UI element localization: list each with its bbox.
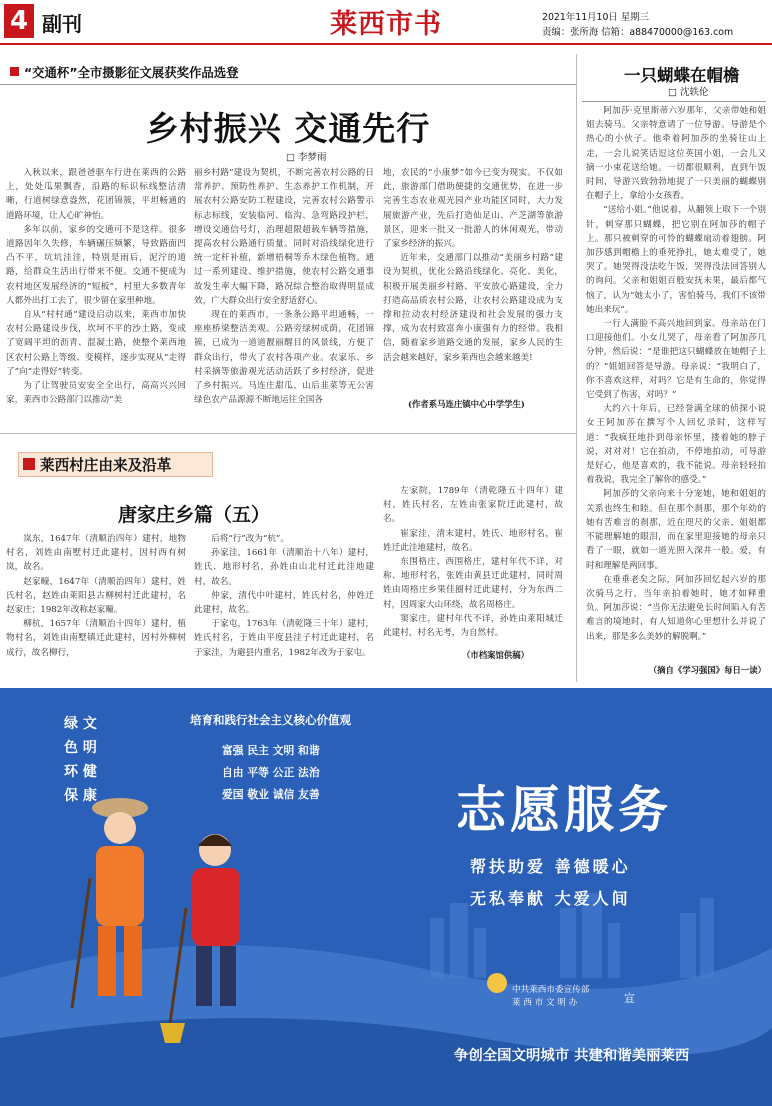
paragraph: 窦家庄，建村年代不详，孙姓由莱阳城迁此建村，村名无考，为自然村。 — [383, 613, 563, 639]
paragraph: 崔家洼，清末建村，姓氏、地形村名，崔姓迁此洼地建村，故名。 — [383, 528, 563, 553]
poster-word: 保 — [64, 788, 78, 804]
paragraph: 为了让驾驶员安安全全出行，高高兴兴回家，莱西市公路部门以推动“美 — [6, 381, 186, 406]
paragraph: 孙家洼，1661年（清顺治十八年）建村，姓氏、地形村名，孙姓由山北村迁此洼地建村，故名。 — [194, 548, 374, 587]
poster-org — [512, 984, 589, 1010]
divider — [582, 101, 766, 102]
history-column-1 — [6, 532, 186, 660]
header-divider — [0, 43, 772, 45]
bullet-square — [23, 458, 35, 470]
poster-word: 明 — [82, 740, 97, 756]
article-column-1 — [6, 166, 186, 407]
editor-mailbox: 责编：张所海 信箱：a88470000@163.com — [542, 27, 734, 38]
poster-headline: 志愿服务 — [456, 781, 672, 839]
paragraph: 阿加莎·克里斯蒂六岁那年，父亲带她和姐姐去骑马。父亲特意请了一位导游。导游是个热心的小伙子。他牵着阿加莎的坐骑往山上走，一会儿说笑话逗这位英国小姐，一会儿又摘一小束花送给她。一切都很顺利，直到午饭时间，导游兴致勃勃地捉了一只美丽的蝴蝶别在帽子上，拿给小女孩看。 — [586, 106, 766, 202]
party-emblem-icon — [487, 973, 507, 993]
history-source: （市档案馆供稿） — [462, 650, 529, 660]
poster-word: 健 — [82, 764, 97, 780]
paragraph: 自从“村村通”建设启动以来，莱西市加快农村公路建设步伐，坎坷不平的沙土路，变成了宽阔平坦的沥青、混凝土路，使整个莱西地区农村公路上等级、变模样，逐步实现从“走得了”向“走得好”转变。 — [6, 310, 186, 377]
paragraph: 近年来，交通部门以推动“美丽乡村路”建设为契机，优化公路沿线绿化、亮化、美化，积极开展美丽乡村路、平安放心路建设，全力打造高品质农村公路，让农村公路建设成为支撑和拉动农村经济建设和社会发展的强力支撑，成为农村致富奔小康强有力的经带。我相信，随着家乡道路交通的发展，家乡人民的生活会越来越好，家乡莱西也会越来越美! — [383, 253, 563, 363]
paragraph: 现在的莱西市，一条条公路平坦通畅，一座座桥梁整洁美观。公路旁绿树成荫，花团锦簇，已成为一道道靓丽醒目的风景线，方便了群众出行，带火了农村各项产业。农家乐、乡村采摘等旅游观光活动活跃了乡村经济，促进了乡村振兴。马连庄甜瓜、山后韭菜等无公害绿色农产品源源不断地运往全国各 — [194, 310, 374, 406]
page-number-badge: 4 — [4, 4, 34, 38]
history-column-3 — [383, 484, 563, 640]
issue-date: 2021年11月10日 星期三 — [542, 12, 649, 23]
paragraph: 柳杭，1657年（清顺治十四年）建村，植物村名，刘姓由南墅镇迁此建村，因村外柳树成行，故名柳行， — [6, 619, 186, 658]
org-line: 莱 西 市 文 明 办 — [512, 998, 578, 1008]
article-title: 乡村振兴 交通先行 — [145, 109, 431, 148]
paragraph: 左家院，1789年（清乾隆五十四年）建村，姓氏村名，左姓由张家院迁此建村，故名。 — [383, 486, 563, 525]
paragraph: 多年以前，家乡的交通可不是这样。很多道路因年久失修，车辆碾压频繁，导致路面凹凸不平，坑坑洼洼，特别是雨后，泥泞的道路，给群众生活出行带来不便。交通不便成为农村地区发展经济的“短板”，村里大多数青年人都外出打工去了，很少留在家里种地。 — [6, 224, 186, 306]
paragraph: 阿加莎的父亲向来十分宠她，她和姐姐的关系也终生和睦。但在那个刹那，那个年幼的她有苦难言的刹那，近在咫尺的父亲、姐姐都不能理解她的眼泪，而在家里迎接她的母亲只看了一眼，就如一道光照入深井一般。爱，有时和理解是两回事。 — [586, 489, 766, 571]
poster-word: 康 — [82, 788, 97, 804]
paragraph: 在垂垂老矣之际，阿加莎回忆起六岁的那次骑马之行，当年亲拍着她时，她才如释重负。阿加莎说：“当你无法避免长时间陷入有苦难言的境地时，有人知道你心里想什么并说了出来，那是多么美妙的解脱啊。” — [586, 574, 766, 642]
values-line: 爱国 敬业 诚信 友善 — [222, 788, 320, 801]
paragraph: 地，农民的“小康梦”如今已变为现实。不仅如此，旅游部门借助便捷的交通优势，在进一步完善生态农业观光园产业功能区同时，大力发展旅游产业，先后打造仙足山、产芝湖等旅游景区，迎来一批又一批游人的休闲观光，带动了家乡经济的振兴。 — [383, 168, 563, 250]
org-suffix: 宣 — [624, 992, 635, 1005]
poster-word: 文 — [82, 716, 97, 732]
history-column-2 — [194, 532, 374, 660]
article-author: □ 李梦雨 — [286, 152, 327, 163]
poster-slogan-1: 帮扶助爱 善德暖心 — [470, 857, 631, 876]
paragraph: 东围格庄、西围格庄，建村年代不详，对称、地形村名，张姓由黄县迁此建村，同时周姓由周格庄乡果佳圈村迁此建村，分为东西二村，因周家大山环绕，故名周格庄。 — [383, 557, 563, 610]
article-column-3 — [383, 166, 563, 365]
paragraph: 一行人满脸不高兴地回到家。母亲站在门口迎接他们。小女儿哭了，母亲看了阿加莎几分钟，然后说：“是谁把这只蝴蝶放在她帽子上的？”姐姐回答是导游。母亲说：“我明白了，你不喜欢这样，对吗？它是有生命的，你觉得它受到了伤害，对吗？” — [586, 319, 766, 401]
poster-word: 绿 — [64, 716, 78, 732]
paragraph: 大约六十年后，已经誉满全球的侦探小说女王阿加莎在撰写个人回忆录时，这样写道：“我疯狂地扑到母亲怀里，搂着她的脖子说，对对对！它在拍动，不停地拍动，可导游是好心，他是喜欢的，我不能说。母亲轻轻拍着我说，我完全了解你的感受。” — [586, 404, 766, 486]
side-article-title: 一只蝴蝶在帽檐 — [624, 66, 740, 85]
paragraph: 仲家，清代中叶建村，姓氏村名，仲姓迁此建村，故名。 — [194, 590, 374, 616]
volunteer-poster — [0, 688, 772, 1106]
values-lines — [222, 740, 320, 806]
poster-slogan-2: 无私奉献 大爱人间 — [470, 889, 631, 908]
values-line: 自由 平等 公正 法治 — [222, 766, 320, 779]
poster-word: 色 — [64, 740, 78, 756]
values-line: 富强 民主 文明 和谐 — [222, 744, 320, 757]
column-divider — [576, 54, 577, 682]
paragraph: “送给小姐。”他说着，从翻领上取下一个别针，刺穿那只蝴蝶，把它别在阿加莎的帽子上。那只被刺穿的可怜的蝴蝶扇动着翅膀。阿加莎感到帽檐上的垂死挣扎，她太难受了，她哭了。她哭得没法吃午饭，哭得没法回答别人的询问。父亲和姐姐百般安抚未果，最后都气恼了，认为“她太小了，害怕骑马，我们不该带她出来玩”。 — [586, 205, 766, 315]
contest-label: “交通杯”全市摄影征文展获奖作品选登 — [24, 65, 239, 80]
paragraph: 入秋以来，跟爸爸驱车行进在莱西的公路上，处处瓜果飘香，沿路的标识标线整洁清晰，行道树绿意盎然，花团锦簇，平坦畅通的道路环境，让人心旷神怡。 — [6, 168, 186, 221]
article-column-2 — [194, 166, 374, 407]
section-name: 副刊 — [42, 12, 82, 36]
org-line: 中共莱西市委宣传部 — [512, 985, 590, 995]
newspaper-masthead: 莱西市书 — [330, 9, 442, 40]
header-info — [542, 10, 733, 40]
paragraph: 赵家疃，1647年（清顺治四年）建村，姓氏村名，赵姓由莱阳县古柳树村迁此建村，名赵家庄；1982年改称赵家疃。 — [6, 576, 186, 616]
side-article-source: （摘自《学习强国》每日一读） — [648, 665, 766, 675]
poster-bottom-slogan: 争创全国文明城市 共建和谐美丽莱西 — [454, 1048, 690, 1064]
paragraph: 后将“行”改为“杭”。 — [211, 534, 289, 544]
history-section-title: 莱西村庄由来及沿革 — [40, 457, 172, 474]
divider — [0, 84, 576, 85]
history-subtitle: 唐家庄乡篇（五） — [118, 504, 271, 526]
divider — [0, 433, 576, 434]
poster-left-words — [64, 712, 97, 808]
values-title: 培育和践行社会主义核心价值观 — [190, 713, 351, 727]
poster-word: 环 — [64, 764, 78, 780]
side-article-body — [586, 104, 766, 644]
article-source: (作者系马连庄镇中心中学学生) — [408, 399, 525, 409]
paragraph: 于家屯，1763年（清乾隆三十年）建村，姓氏村名，于姓由平度县洼子村迁此建村，名于家洼，为避县内重名，1982年改为于家屯。 — [194, 619, 374, 658]
bullet-square — [10, 67, 19, 76]
paragraph: 丽乡村路”建设为契机，不断完善农村公路的日常养护、预防性养护、生态养护工作机制，开展农村公路安防工程建设，完善农村公路警示标志标线，安装临河、临沟、急弯路段护栏，增设交通信号灯，治理超限超载车辆等措施，提高农村公路通行质量。同时对沿线绿化进行统一定杆补植，新增梧桐等乔木绿色植物。通过一系列建设、维护措施，使农村公路交通事故发生率大幅下降，路况综合整治取得明显成效，广大群众出行安全舒适舒心。 — [194, 168, 374, 306]
paragraph: 岚东，1647年（清顺治四年）建村，地物村名，刘姓由南墅村迁此建村，因村西有树岚，故名。 — [6, 534, 186, 573]
side-article-author: □ 沈轶伦 — [668, 87, 709, 98]
